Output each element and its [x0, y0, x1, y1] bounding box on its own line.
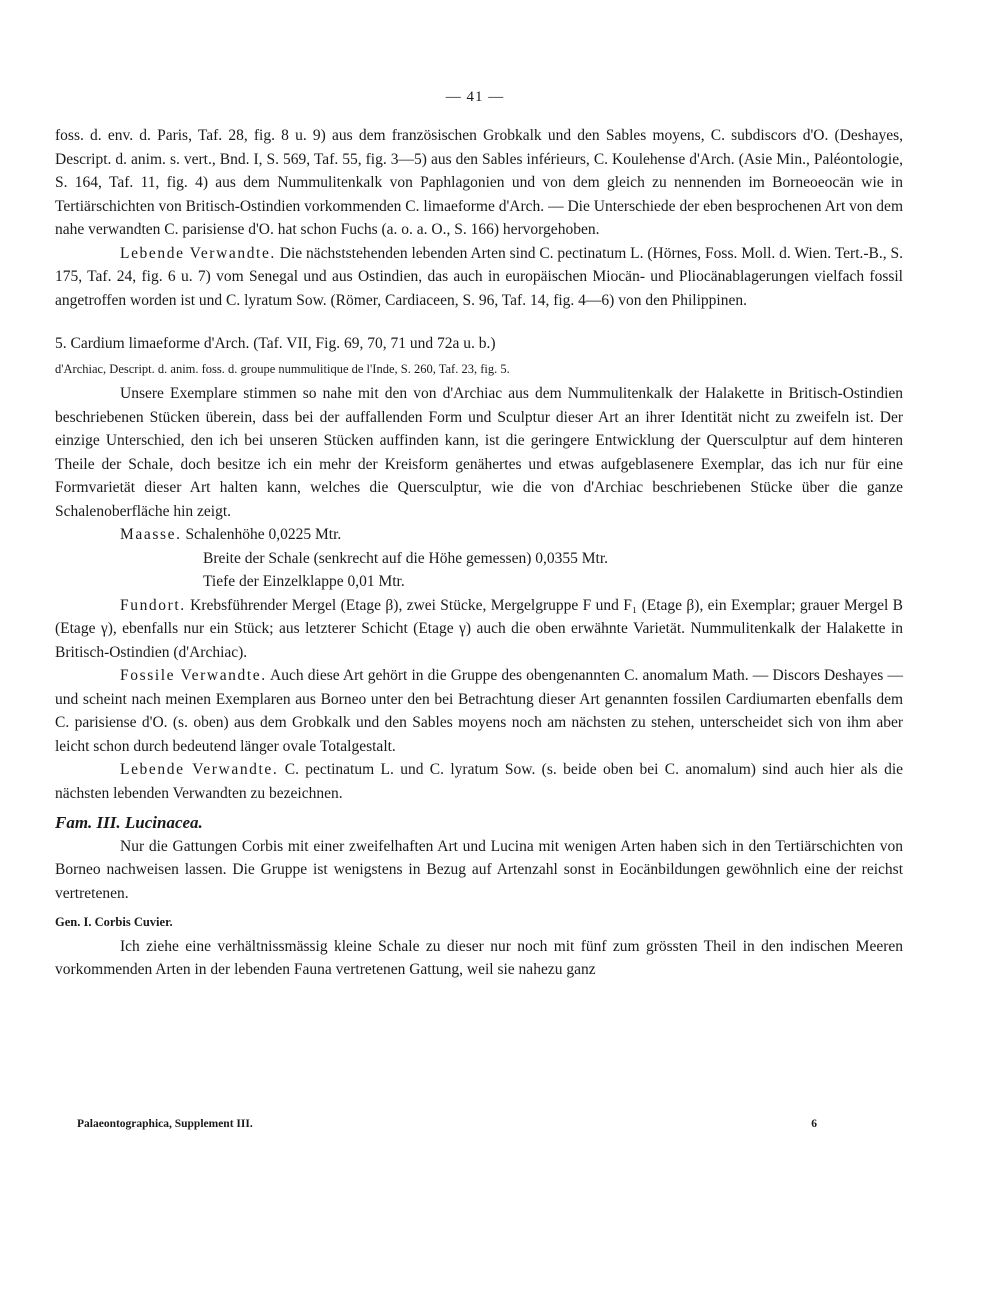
- paragraph-continuation: foss. d. env. d. Paris, Taf. 28, fig. 8 u. 9) aus dem französischen Grobkalk und den Sables moyens, C. subdiscors d'O. (Deshayes, Descript. d. anim. s. vert., Bnd. I, S. 569, Taf. 55, fig. 3—5) aus den Sables inférieurs, C. Koulehense d'Arch. (Asie Min., Paléontologie, S. 164, Taf. 11, fig. 4) aus dem Nummulitenkalk von Paphlagonien und von dem gleich zu nennenden im Borneoeocän wie in Tertiärschichten von Britisch-Ostindien vorkommenden C. limaeforme d'Arch. — Die Unterschiede der eben besprochenen Art von dem nahe verwandten C. parisiense d'O. hat schon Fuchs (a. o. a. O., S. 166) hervorgehoben.: [55, 127, 903, 238]
- measurement-line: Breite der Schale (senkrecht auf die Höhe gemessen) 0,0355 Mtr.: [203, 549, 609, 567]
- measurement-value: Schalenhöhe 0,0225 Mtr.: [185, 526, 342, 543]
- body-text: [55, 124, 903, 982]
- genus-heading: Gen. I. Corbis Cuvier.: [55, 915, 173, 929]
- measurement-line: [55, 523, 903, 547]
- measurements: [55, 523, 903, 594]
- paragraph-text: Krebsführender Mergel (Etage β), zwei Stücke, Mergelgruppe F und F₁ (Etage β), ein Exemplar; grauer Mergel B (Etage γ), ebenfalls nur ein Stück; aus letzterer Schicht (Etage γ) auch die oben erwähnte Varietät. Nummulitenkalk der Halakette in Britisch-Ostindien (d'Archiac).: [55, 596, 904, 661]
- measurement-line: Tiefe der Einzelklappe 0,01 Mtr.: [203, 573, 405, 590]
- run-in-label: Maasse.: [120, 526, 182, 543]
- journal-title: Palaeontographica, Supplement III.: [77, 1118, 253, 1130]
- species-heading: 5. Cardium limaeforme d'Arch. (Taf. VII, Fig. 69, 70, 71 und 72a u. b.): [55, 335, 496, 352]
- paragraph-text: Auch diese Art gehört in die Gruppe des obengenannten C. anomalum Math. — Discors Deshayes — und scheint nach meinen Exemplaren aus Borneo unter den bei Betrachtung dieser Art genannten fossilen Cardiumarten ebenfalls dem C. parisiense d'O. (s. oben) aus dem Grobkalk und den Sables moyens noch am nächsten zu stehen, unterscheidet sich von ihm aber leicht schon durch bedeutend länger ovale Totalgestalt.: [55, 667, 903, 755]
- signature-mark: 6: [811, 1118, 817, 1130]
- paragraph-lebende-verwandte: [55, 242, 903, 313]
- paragraph-genus: Ich ziehe eine verhältnissmässig kleine Schale zu dieser nur noch mit fünf zum grössten Theil in den indischen Meeren vorkommenden Arten in der lebenden Fauna vertretenen Gattung, weil sie nahezu ganz: [55, 937, 903, 978]
- paragraph-fossile-verwandte: [55, 664, 903, 758]
- run-in-label: Fundort.: [120, 596, 186, 614]
- run-in-label: Lebende Verwandte.: [120, 761, 279, 778]
- paragraph-lebende-verwandte-2: [55, 758, 903, 805]
- paragraph-text: C. pectinatum L. und C. lyratum Sow. (s. beide oben bei C. anomalum) sind auch hier als die nächsten lebenden Verwandten zu bezeichnen.: [55, 761, 903, 802]
- run-in-label: Fossile Verwandte.: [120, 667, 267, 684]
- paragraph-family: Nur die Gattungen Corbis mit einer zweifelhaften Art und Lucina mit wenigen Arten haben sich in den Tertiärschichten von Borneo nachweisen lassen. Die Gruppe ist wenigstens in Bezug auf Artenzahl sonst in Eocänbildungen gewöhnlich eine der reichst vertretenen.: [55, 837, 903, 902]
- paragraph-description: Unsere Exemplare stimmen so nahe mit den von d'Archiac aus dem Nummulitenkalk der Halakette in Britisch-Ostindien beschriebenen Stücken überein, dass bei der auffallenden Form und Sculptur dieser Art an ihrer Identität nicht zu zweifeln ist. Der einzige Unterschied, den ich bei unseren Stücken auffinden kann, ist die geringere Entwicklung der Quersculptur auf dem hinteren Theile der Schale, doch besitze ich ein mehr der Kreisform genähertes und etwas aufgeblasenere Exemplar, das ich nur für eine Formvarietät dieser Art halten kann, welches die Quersculptur, wie die von d'Archiac beschriebenen Stücke über die ganze Schalenoberfläche hin zeigt.: [55, 385, 903, 520]
- spacer: [55, 312, 903, 322]
- paragraph-fundort: [55, 594, 903, 665]
- literature-reference: d'Archiac, Descript. d. anim. foss. d. groupe nummulitique de l'Inde, S. 260, Taf. 23, fig. 5.: [55, 361, 510, 376]
- page-footer: [77, 1113, 817, 1137]
- family-heading: Fam. III. Lucinacea.: [55, 813, 203, 832]
- paragraph-text: Die nächststehenden lebenden Arten sind C. pectinatum L. (Hörnes, Foss. Moll. d. Wien. Tert.-B., S. 175, Taf. 24, fig. 6 u. 7) vom Senegal und aus Ostindien, das auch in europäischen Miocän- und Pliocänablagerungen vielfach fossil angetroffen worden ist und C. lyratum Sow. (Römer, Cardiaceen, S. 96, Taf. 14, fig. 4—6) von den Philippinen.: [55, 244, 903, 309]
- page-number: — 41 —: [445, 89, 505, 105]
- run-in-label: Lebende Verwandte.: [120, 244, 276, 262]
